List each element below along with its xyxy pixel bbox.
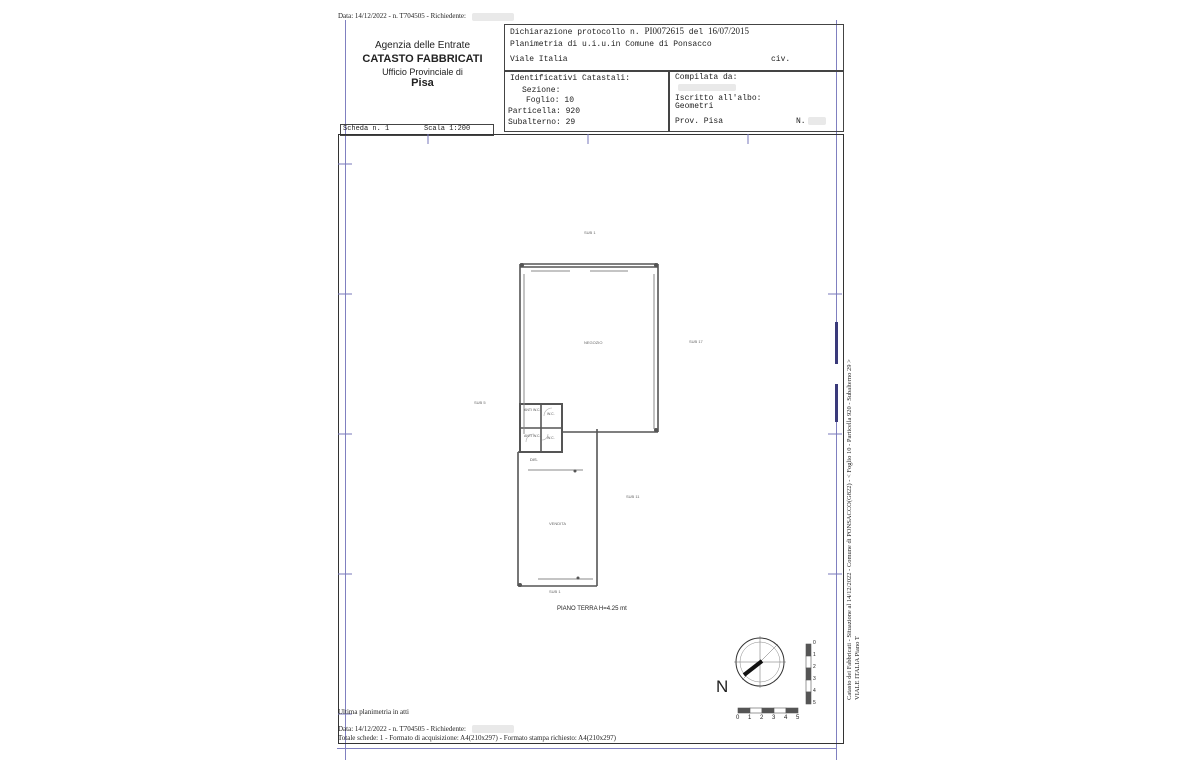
compass-north: N [716,677,729,696]
redacted-requester-footer [472,725,514,733]
floor-caption: PIANO TERRA H=4.25 mt [557,606,627,612]
agency-line4: Pisa [411,77,434,89]
sezione: Sezione: [522,86,561,95]
civ-label: civ. [771,55,791,64]
agency-line1: Agenzia delle Entrate [374,40,471,51]
n-label: N. [796,117,806,126]
top-date: Data: 14/12/2022 - n. T704505 - Richiedente: [338,12,466,20]
scale-h-tick: 5 [796,715,800,721]
agency-block [350,40,495,89]
label-antiwc1: ANTI W.C. [524,408,541,412]
label-sub1-top: SUB 1 [584,230,596,235]
scale-h-tick: 4 [784,715,788,721]
scheda-scale: Scala 1:200 [424,125,471,133]
label-sub5: SUB 5 [474,400,486,405]
redacted-requester [472,13,514,21]
protocol-date: 16/07/2015 [707,26,749,36]
scale-v-tick: 1 [813,652,816,658]
scale-v-tick: 0 [813,640,816,646]
label-negozio: NEGOZIO [584,340,603,345]
label-sub17: SUB 17 [689,339,703,344]
label-dis: DIS. [530,457,538,462]
iscritto-label: Iscritto all'albo: [675,94,762,103]
del-label: del [688,28,704,37]
foglio: Foglio: 10 [526,96,575,105]
subalterno: Subalterno: 29 [508,118,576,127]
footer-totale: Totale schede: 1 - Formato di acquisizione: A4(210x297) - Formato stampa richiesto: A4(210x297) [338,734,616,742]
protocol-number: PI0072615 [644,26,684,36]
scale-h-tick: 3 [772,715,776,721]
identifiers-title: Identificativi Catastali: [510,74,631,83]
scale-v-tick: 3 [813,676,816,682]
redacted-author [678,84,736,91]
role-label: Geometri [675,102,714,111]
compiled-title: Compilata da: [675,73,738,82]
label-antiwc2: ANTI W.C. [524,434,541,438]
particella: Particella: 920 [508,107,581,116]
protocol-label: Dichiarazione protocollo n. [510,28,640,37]
address-line: Viale Italia [510,55,568,64]
side-text-line2: VIALE ITALIA Piano T [854,636,861,700]
scale-v-tick: 2 [813,664,816,670]
label-vendita: VENDITA [549,521,567,526]
footer-ultima: Ultima planimetria in atti [338,708,409,716]
label-sub11: SUB 11 [626,494,640,499]
scale-h-tick: 2 [760,715,764,721]
scheda-number: Scheda n. 1 [343,125,390,133]
redacted-number [808,117,826,125]
footer-date: Data: 14/12/2022 - n. T704505 - Richiedente: [338,725,466,733]
label-sub1-bottom: SUB 1 [549,589,561,594]
scale-v-tick: 5 [813,700,816,706]
label-wc1: W.C. [547,412,555,416]
sheet-guide-bottom [337,748,837,749]
agency-line2: CATASTO FABBRICATI [362,53,483,65]
scale-v-tick: 4 [813,688,816,694]
scale-bar [732,638,812,720]
prov-label: Prov. Pisa [675,117,724,126]
scale-h-tick: 0 [736,715,740,721]
agency-line3: Ufficio Provinciale di [382,67,463,77]
protocol-line [510,26,749,37]
label-wc2: W.C. [547,436,555,440]
planimetry-line: Planimetria di u.i.u.in Comune di Ponsacco [510,40,712,49]
side-text-line1: Catasto dei Fabbricati - Situazione al 14/12/2022 - Comune di PONSACCO(G822) - < Foglio 10 - Particella 920 - Subalterno 29 > [846,359,853,700]
scale-h-tick: 1 [748,715,752,721]
